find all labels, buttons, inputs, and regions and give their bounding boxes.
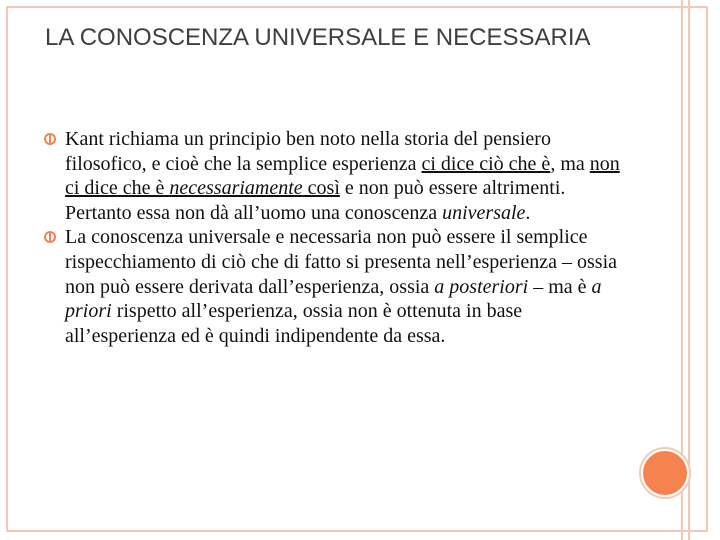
bullet-text: Kant richiama un principio ben noto nella storia del pensiero filosofico, e cioè che la semplice esperienza ci dice ciò che è, ma non ci dice che è necessariamente così e non può essere altrimenti. Pertanto essa non dà all’uomo una conoscenza universale. — [65, 128, 620, 224]
dollar-sign-icon — [44, 231, 56, 243]
decorative-circle — [641, 449, 689, 497]
decorative-line — [688, 0, 690, 540]
dollar-sign-icon — [44, 133, 56, 145]
slide-title: LA CONOSCENZA UNIVERSALE E NECESSARIA — [45, 24, 591, 51]
bullet-list — [44, 127, 624, 348]
bullet-text: La conoscenza universale e necessaria non può essere il semplice rispecchiamento di ciò che di fatto si presenta nell’esperienza – ossia non può essere derivata dall’esperienza, ossia a posteriori – ma è a priori rispetto all’esperienza, ossia non è ottenuta in base all’esperienza ed è quindi indipendente da essa. — [65, 226, 618, 347]
bullet-item — [44, 225, 624, 348]
bullet-item — [44, 127, 624, 225]
